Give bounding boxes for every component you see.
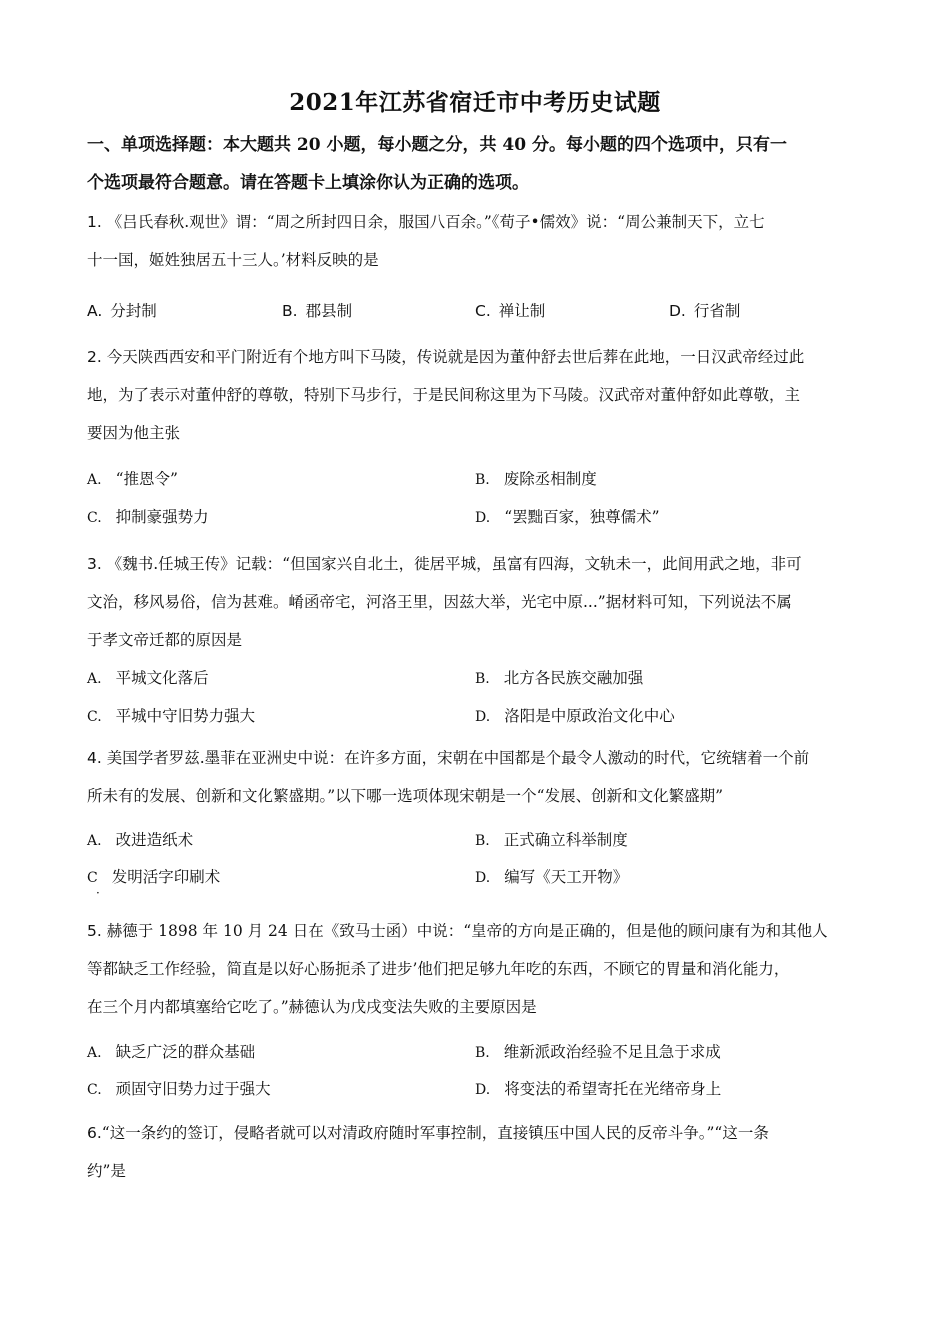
question-number: 2. [87, 348, 102, 366]
option-b[interactable]: B. 废除丞相制度 [475, 470, 597, 488]
option-d[interactable]: D. “罢黜百家，独尊儒术” [475, 508, 660, 526]
question-3-options-row2 [87, 704, 867, 728]
option-a[interactable]: A. 改进造纸术 [87, 831, 194, 849]
question-text: 美国学者罗兹.墨菲在亚洲史中说：在许多方面，宋朝在中国都是个最令人激动的时代，它统辖着一个前 [106, 749, 810, 767]
option-c[interactable]: C 发明活字印刷术 [87, 868, 221, 886]
question-number: 3. [87, 555, 102, 573]
question-5-options-row2 [87, 1077, 867, 1101]
option-a[interactable]: A. 分封制 [87, 302, 157, 320]
question-text: 所未有的发展、创新和文化繁盛期。”以下哪一选项体现宋朝是一个“发展、创新和文化繁盛期” [87, 787, 724, 805]
option-c[interactable]: C. 平城中守旧势力强大 [87, 707, 256, 725]
question-number: 1. [87, 213, 102, 231]
question-text: 要因为他主张 [87, 424, 181, 442]
question-text: 地，为了表示对董仲舒的尊敬，特别下马步行，于是民间称这里为下马陵。汉武帝对董仲舒如此尊敬，主 [87, 386, 801, 404]
question-text: 于孝文帝迁都的原因是 [87, 631, 243, 649]
option-d[interactable]: D. 将变法的希望寄托在光绪帝身上 [475, 1080, 722, 1098]
question-2-options-row2 [87, 505, 867, 529]
question-1 [87, 203, 867, 279]
question-number: 4. [87, 749, 102, 767]
question-text: 赫德于 1898 年 10 月 24 日在《致马士函）中说：“皇帝的方向是正确的，但是他的顾问康有为和其他人 [106, 922, 828, 940]
option-c[interactable]: C. 顽固守旧势力过于强大 [87, 1080, 271, 1098]
question-text: 《吕氏春秋.观世》谓：“周之所封四日余，服国八百余。”《荀子•儒效》说：“周公兼制天下，立七 [106, 213, 765, 231]
section-heading-line1: 一、单项选择题：本大题共 20 小题，每小题之分，共 40 分。每小题的四个选项中，只有一 [87, 135, 787, 155]
question-text: “这一条约的签订，侵略者就可以对清政府随时军事控制，直接镇压中国人民的反帝斗争。”“这一条 [101, 1124, 769, 1142]
question-5 [87, 912, 867, 1026]
question-1-options [87, 299, 867, 323]
question-text: 《魏书.任城王传》记载：“但国家兴自北土，徙居平城，虽富有四海，文轨未一，此间用武之地，非可 [106, 555, 802, 573]
question-4 [87, 739, 867, 815]
question-3 [87, 545, 867, 659]
option-d[interactable]: D. 编写《天工开物》 [475, 868, 629, 886]
option-a[interactable]: A. 缺乏广泛的群众基础 [87, 1043, 256, 1061]
question-4-options-row1 [87, 828, 867, 852]
question-2 [87, 338, 867, 452]
question-text: 文治，移风易俗，信为甚难。崤函帝宅，河洛王里，因兹大举，光宅中原...”据材料可知，下列说法不属 [87, 593, 792, 611]
question-5-options-row1 [87, 1040, 867, 1064]
option-a[interactable]: A. “推恩令” [87, 470, 178, 488]
question-4-options-row2 [87, 865, 867, 889]
question-text: 在三个月内都填塞给它吃了。”赫德认为戊戌变法失败的主要原因是 [87, 998, 537, 1016]
question-text: 今天陕西西安和平门附近有个地方叫下马陵，传说就是因为董仲舒去世后葬在此地，一日汉武帝经过此 [106, 348, 805, 366]
question-number: 5. [87, 922, 102, 940]
question-text: 等都缺乏工作经验，简直是以好心肠扼杀了进步’他们把足够九年吃的东西，不顾它的胃量和消化能力， [87, 960, 790, 978]
option-b[interactable]: B. 北方各民族交融加强 [475, 669, 644, 687]
question-2-options-row1 [87, 467, 867, 491]
option-b[interactable]: B. 郡县制 [282, 302, 353, 320]
question-6 [87, 1114, 867, 1190]
question-text: 约”是 [87, 1162, 126, 1180]
option-b[interactable]: B. 正式确立科举制度 [475, 831, 628, 849]
stray-mark: · [96, 886, 100, 900]
question-text: 十一国，姬姓独居五十三人。’材料反映的是 [87, 251, 379, 269]
question-number: 6. [87, 1124, 102, 1142]
option-d[interactable]: D. 行省制 [669, 302, 741, 320]
option-b[interactable]: B. 维新派政治经验不足且急于求成 [475, 1043, 721, 1061]
page-title: 2021年江苏省宿迁市中考历史试题 [289, 89, 661, 116]
section-heading-line2: 个选项最符合题意。请在答题卡上填涂你认为正确的选项。 [87, 173, 529, 193]
option-d[interactable]: D. 洛阳是中原政治文化中心 [475, 707, 675, 725]
option-c[interactable]: C. 禅让制 [475, 302, 546, 320]
option-c[interactable]: C. 抑制豪强势力 [87, 508, 209, 526]
option-a[interactable]: A. 平城文化落后 [87, 669, 209, 687]
question-3-options-row1 [87, 666, 867, 690]
